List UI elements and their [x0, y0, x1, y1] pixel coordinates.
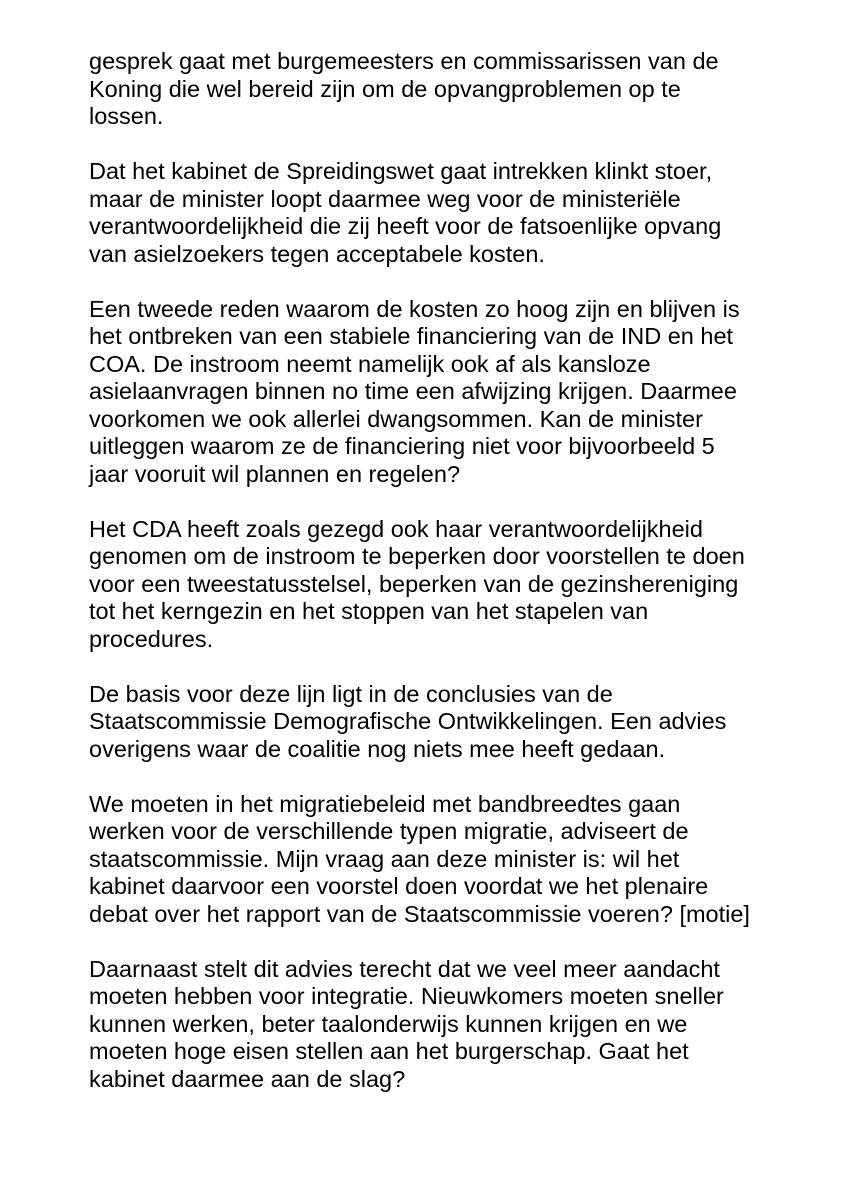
- text-line: Het CDA heeft zoals gezegd ook haar verantwoordelijkheid: [89, 515, 703, 542]
- paragraph-4: [89, 516, 829, 654]
- text-line: asielaanvragen binnen no time een afwijzing krijgen. Daarmee: [89, 378, 737, 404]
- text-line: Dat het kabinet de Spreidingswet gaat intrekken klinkt stoer,: [89, 158, 713, 184]
- text-line: Daarnaast stelt dit advies terecht dat we veel meer aandacht: [89, 955, 720, 982]
- text-line: overigens waar de coalitie nog niets mee heeft gedaan.: [89, 735, 666, 762]
- text-line: kabinet daarvoor een voorstel doen voordat we het plenaire: [89, 873, 709, 899]
- text-line: moeten hebben voor integratie. Nieuwkomers moeten sneller: [89, 983, 724, 1009]
- text-line: maar de minister loopt daarmee weg voor de ministeriële: [89, 185, 681, 212]
- text-line: werken voor de verschillende typen migratie, adviseert de: [89, 818, 689, 844]
- text-line: kabinet daarmee aan de slag?: [89, 1065, 406, 1092]
- text-line: uitleggen waarom ze de financiering niet voor bijvoorbeeld 5: [89, 433, 715, 459]
- text-line: We moeten in het migratiebeleid met bandbreedtes gaan: [89, 790, 681, 817]
- text-line: van asielzoekers tegen acceptabele kosten.: [89, 240, 545, 267]
- text-line: moeten hoge eisen stellen aan het burgerschap. Gaat het: [89, 1038, 689, 1064]
- text-line: Staatscommissie Demografische Ontwikkelingen. Een advies: [89, 708, 727, 734]
- text-line: Koning die wel bereid zijn om de opvangproblemen op te: [89, 75, 681, 102]
- text-line: lossen.: [89, 103, 164, 129]
- text-line: kunnen werken, beter taalonderwijs kunnen krijgen en we: [89, 1010, 688, 1037]
- text-line: De basis voor deze lijn ligt in de conclusies van de: [89, 680, 613, 707]
- paragraph-7: [89, 956, 829, 1094]
- text-line: Een tweede reden waarom de kosten zo hoog zijn en blijven is: [89, 295, 740, 322]
- text-line: voor een tweestatusstelsel, beperken van de gezinshereniging: [89, 570, 739, 597]
- text-line: het ontbreken van een stabiele financiering van de IND en het: [89, 323, 734, 349]
- text-line: genomen om de instroom te beperken door voorstellen te doen: [89, 543, 745, 569]
- text-line: tot het kerngezin en het stoppen van het stapelen van: [89, 598, 649, 624]
- paragraph-1: [89, 48, 829, 131]
- paragraph-2: [89, 158, 829, 268]
- document-page: [89, 48, 829, 1121]
- paragraph-3: [89, 296, 829, 489]
- text-line: voorkomen we ook allerlei dwangsommen. Kan de minister: [89, 405, 703, 432]
- text-line: verantwoordelijkheid die zij heeft voor de fatsoenlijke opvang: [89, 213, 722, 239]
- text-line: procedures.: [89, 625, 214, 652]
- text-line: jaar vooruit wil plannen en regelen?: [89, 460, 461, 487]
- text-line: debat over het rapport van de Staatscommissie voeren? [motie]: [89, 900, 750, 927]
- text-line: COA. De instroom neemt namelijk ook af als kansloze: [89, 350, 651, 377]
- paragraph-6: [89, 791, 829, 929]
- text-line: gesprek gaat met burgemeesters en commissarissen van de: [89, 48, 719, 74]
- text-line: staatscommissie. Mijn vraag aan deze minister is: wil het: [89, 845, 680, 872]
- paragraph-5: [89, 681, 829, 764]
